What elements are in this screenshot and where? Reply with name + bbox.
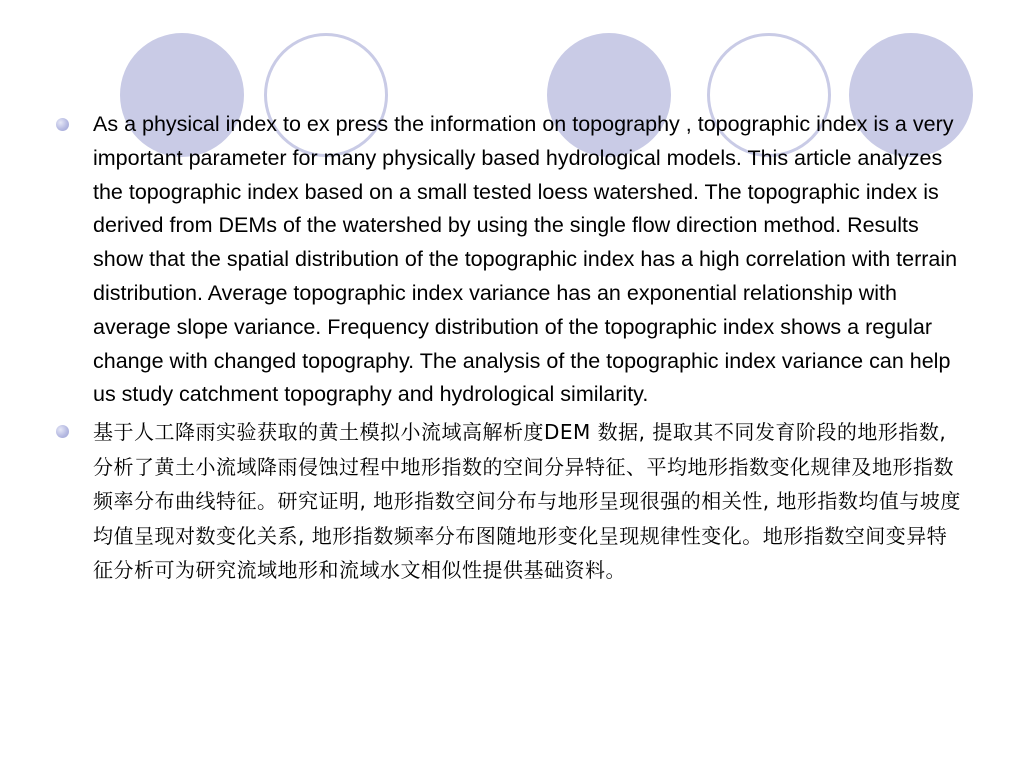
- bullet-text: As a physical index to ex press the information on topography , topographic index is a very important parameter for many physically based hydrological models. This article analyzes the topographic index based on a small tested loess watershed. The topographic index is derived from DEMs of the watershed by using the single flow direction method. Results show that the spatial distribution of the topographic index has a high correlation with terrain distribution. Average topographic index variance has an exponential relationship with average slope variance. Frequency distribution of the topographic index shows a regular change with changed topography. The analysis of the topographic index variance can help us study catchment topography and hydrological similarity.: [93, 112, 958, 407]
- bullet-icon: [56, 118, 69, 131]
- slide-body: [56, 108, 966, 591]
- bullet-item-chinese: [56, 415, 966, 588]
- bullet-icon: [56, 425, 69, 438]
- bullet-item-english: [56, 108, 966, 412]
- bullet-text: 基于人工降雨实验获取的黄土模拟小流域高解析度DEM 数据, 提取其不同发育阶段的地形指数, 分析了黄土小流域降雨侵蚀过程中地形指数的空间分异特征、平均地形指数变化规律及地形指数频率分布曲线特征。研究证明, 地形指数空间分布与地形呈现很强的相关性, 地形指数均值与坡度均值呈现对数变化关系, 地形指数频率分布图随地形变化呈现规律性变化。地形指数空间变异特征分析可为研究流域地形和流域水文相似性提供基础资料。: [93, 420, 961, 583]
